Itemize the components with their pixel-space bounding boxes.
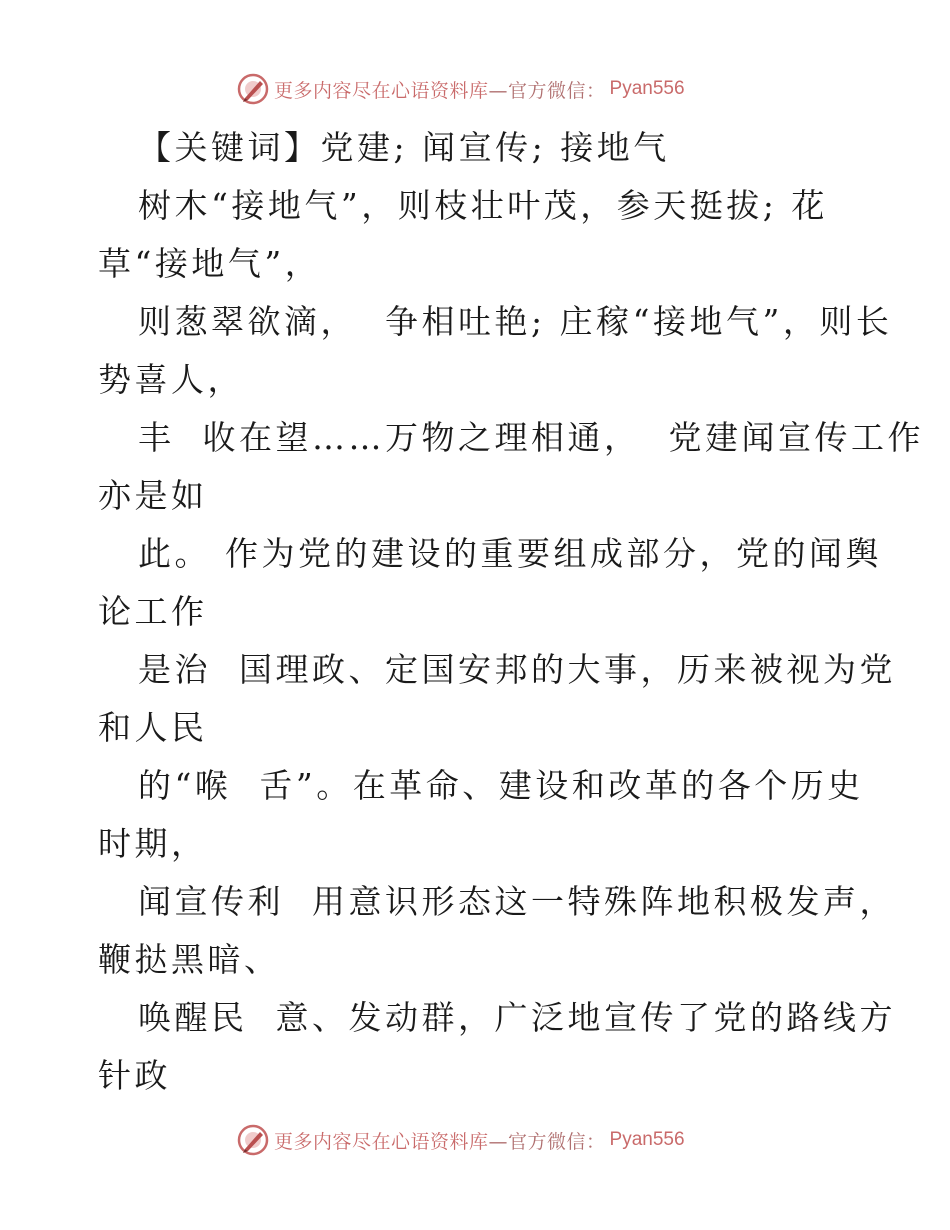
watermark-separator: —官方微信： <box>488 1130 606 1153</box>
paragraph-line: 是治 国理政、定国安邦的大事，历来被视为党 <box>138 650 896 689</box>
paragraph-line: 针政 <box>98 1056 171 1095</box>
paragraph-line: 鞭挞黑暗、 <box>98 940 281 979</box>
watermark-text: 更多内容尽在心语资料库 <box>274 1130 489 1153</box>
paragraph-line: 闻宣传利 用意识形态这一特殊阵地积极发声， <box>138 882 896 921</box>
paragraph-line: 则葱翠欲滴， 争相吐艳; 庄稼“接地气”，则长 <box>138 302 893 341</box>
header-watermark <box>236 72 685 106</box>
footer-watermark <box>236 1123 685 1157</box>
watermark-text: 更多内容尽在心语资料库 <box>274 79 489 102</box>
pen-seal-logo-icon <box>236 1123 270 1157</box>
paragraph-line: 草“接地气”， <box>98 244 322 283</box>
paragraph-line: 亦是如 <box>98 476 208 515</box>
paragraph-line: 时期， <box>98 824 208 863</box>
paragraph-line: 树木“接地气”，则枝壮叶茂，参天挺拔; 花 <box>138 186 828 225</box>
pen-seal-logo-icon <box>236 72 270 106</box>
watermark-wechat-id: Pyan556 <box>609 1129 685 1150</box>
keywords-line: 【关键词】党建; 闻宣传; 接地气 <box>138 128 670 167</box>
watermark-wechat-id: Pyan556 <box>609 78 685 99</box>
paragraph-line: 的“喉 舌”。在革命、建设和改革的各个历史 <box>138 766 864 805</box>
paragraph-line: 此。 作为党的建设的重要组成部分，党的闻舆 <box>138 534 882 573</box>
paragraph-line: 唤醒民 意、发动群，广泛地宣传了党的路线方 <box>138 998 896 1037</box>
paragraph-line: 和人民 <box>98 708 208 747</box>
paragraph-line: 势喜人， <box>98 360 244 399</box>
watermark-separator: —官方微信： <box>488 79 606 102</box>
paragraph-line: 丰 收在望……万物之理相通， 党建闻宣传工作 <box>138 418 924 457</box>
paragraph-line: 论工作 <box>98 592 208 631</box>
